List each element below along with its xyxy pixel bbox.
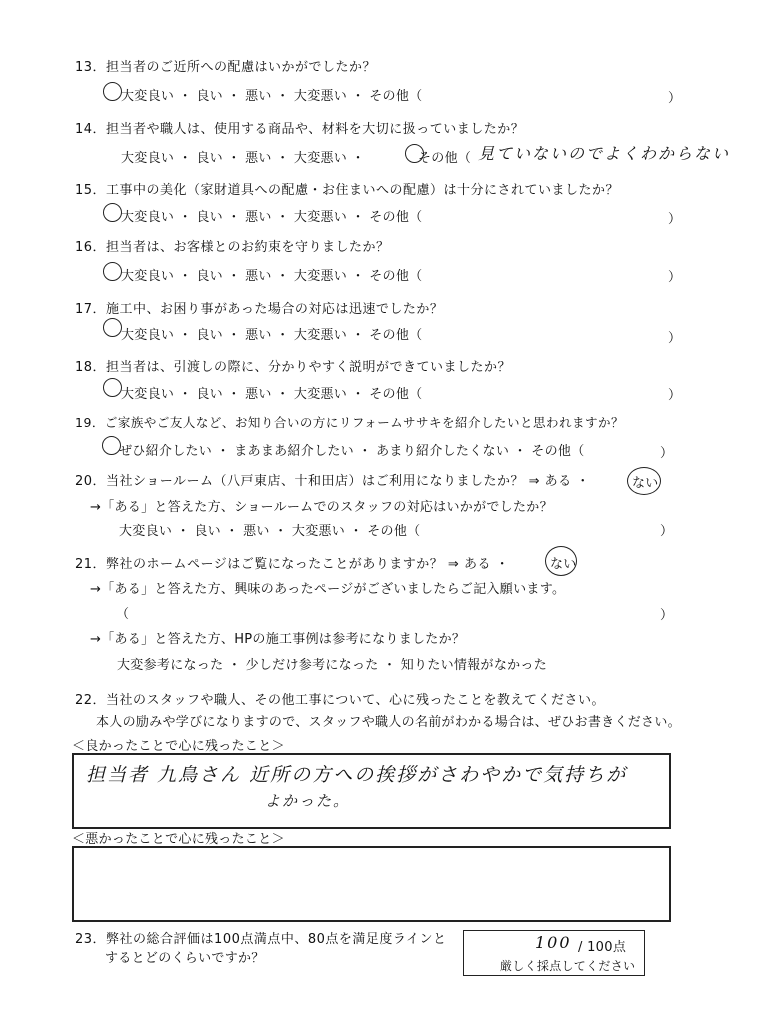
q22-good-handwritten-line1: 担当者 九鳥さん 近所の方への挨拶がさわやかで気持ちが: [86, 764, 628, 786]
q21-followup1: →「ある」と答えた方、興味のあったページがございましたらご記入願います。: [90, 582, 566, 597]
q15-close-paren: ）: [668, 212, 682, 227]
q17-question: 17．施工中、お困り事があった場合の対応は迅速でしたか？: [75, 302, 444, 317]
q20-followup: →「ある」と答えた方、ショールームでのスタッフの対応はいかがでしたか？: [90, 500, 553, 515]
q21-question: 21．弊社のホームページはご覧になったことがありますか？ ⇒ ある ・: [75, 557, 510, 572]
q23-score-handwritten: 100: [535, 933, 572, 952]
q13-answer-circle: [103, 82, 122, 101]
q23-score-note: 厳しく採点してください: [500, 959, 636, 973]
q17-answer-circle: [103, 318, 122, 337]
q18-answer-circle: [103, 378, 122, 397]
q14-handwritten-note: 見ていないのでよくわからない: [478, 144, 731, 163]
q23-question-line2: するとどのくらいですか？: [105, 951, 265, 966]
q22-good-label: ＜良かったことで心に残ったこと＞: [72, 739, 285, 754]
q14-options: 大変良い ・ 良い ・ 悪い ・ 大変悪い ・: [121, 151, 365, 166]
q20-question: 20．当社ショールーム（八戸東店、十和田店）はご利用になりましたか？ ⇒ ある ・: [75, 474, 590, 489]
q17-close-paren: ）: [668, 331, 682, 346]
q20-options: 大変良い ・ 良い ・ 悪い ・ 大変悪い ・ その他（: [119, 524, 421, 539]
q20-answer-nai: ない: [632, 476, 659, 491]
q14-other-label: その他（: [418, 151, 472, 166]
q19-close-paren: ）: [660, 446, 674, 461]
q17-options: 大変良い ・ 良い ・ 悪い ・ 大変悪い ・ その他（: [121, 328, 423, 343]
q22-bad-label: ＜悪かったことで心に残ったこと＞: [72, 832, 285, 847]
q20-close-paren: ）: [660, 524, 674, 539]
q21-followup2: →「ある」と答えた方、HPの施工事例は参考になりましたか？: [90, 632, 466, 647]
q18-options: 大変良い ・ 良い ・ 悪い ・ 大変悪い ・ その他（: [121, 387, 423, 402]
q15-question: 15．工事中の美化（家財道具への配慮・お住まいへの配慮）は十分にされていましたか？: [75, 183, 620, 198]
q23-question-line1: 23．弊社の総合評価は100点満点中、80点を満足度ラインと: [75, 932, 447, 947]
q23-score-max: / 100点: [578, 940, 627, 955]
q21-open-paren: （: [116, 607, 130, 622]
q22-subtext: 本人の励みや学びになりますので、スタッフや職人の名前がわかる場合は、ぜひお書きください。: [96, 715, 681, 730]
q22-bad-box: [72, 846, 671, 922]
q13-close-paren: ）: [668, 91, 682, 106]
q13-question: 13．担当者のご近所への配慮はいかがでしたか？: [75, 60, 377, 75]
q16-close-paren: ）: [668, 270, 682, 285]
q15-answer-circle: [103, 203, 122, 222]
q14-question: 14．担当者や職人は、使用する商品や、材料を大切に扱っていましたか？: [75, 122, 525, 137]
q15-options: 大変良い ・ 良い ・ 悪い ・ 大変悪い ・ その他（: [121, 210, 423, 225]
q18-close-paren: ）: [668, 388, 682, 403]
q16-question: 16．担当者は、お客様とのお約束を守りましたか？: [75, 240, 390, 255]
q22-question: 22．当社のスタッフや職人、その他工事について、心に残ったことを教えてください。: [75, 693, 606, 708]
q19-options: ぜひ紹介したい ・ まあまあ紹介したい ・ あまり紹介したくない ・ その他（: [119, 444, 585, 459]
q13-options: 大変良い ・ 良い ・ 悪い ・ 大変悪い ・ その他（: [121, 89, 423, 104]
q16-answer-circle: [103, 262, 122, 281]
q19-question: 19．ご家族やご友人など、お知り合いの方にリフォームササキを紹介したいと思われますか？: [75, 415, 625, 430]
q18-question: 18．担当者は、引渡しの際に、分かりやすく説明ができていましたか？: [75, 360, 512, 375]
q16-options: 大変良い ・ 良い ・ 悪い ・ 大変悪い ・ その他（: [121, 269, 423, 284]
q21-answer-nai: ない: [550, 557, 577, 572]
q21-options: 大変参考になった ・ 少しだけ参考になった ・ 知りたい情報がなかった: [117, 658, 548, 673]
q21-close-paren: ）: [660, 608, 674, 623]
q22-good-handwritten-line2: よかった。: [265, 792, 351, 810]
